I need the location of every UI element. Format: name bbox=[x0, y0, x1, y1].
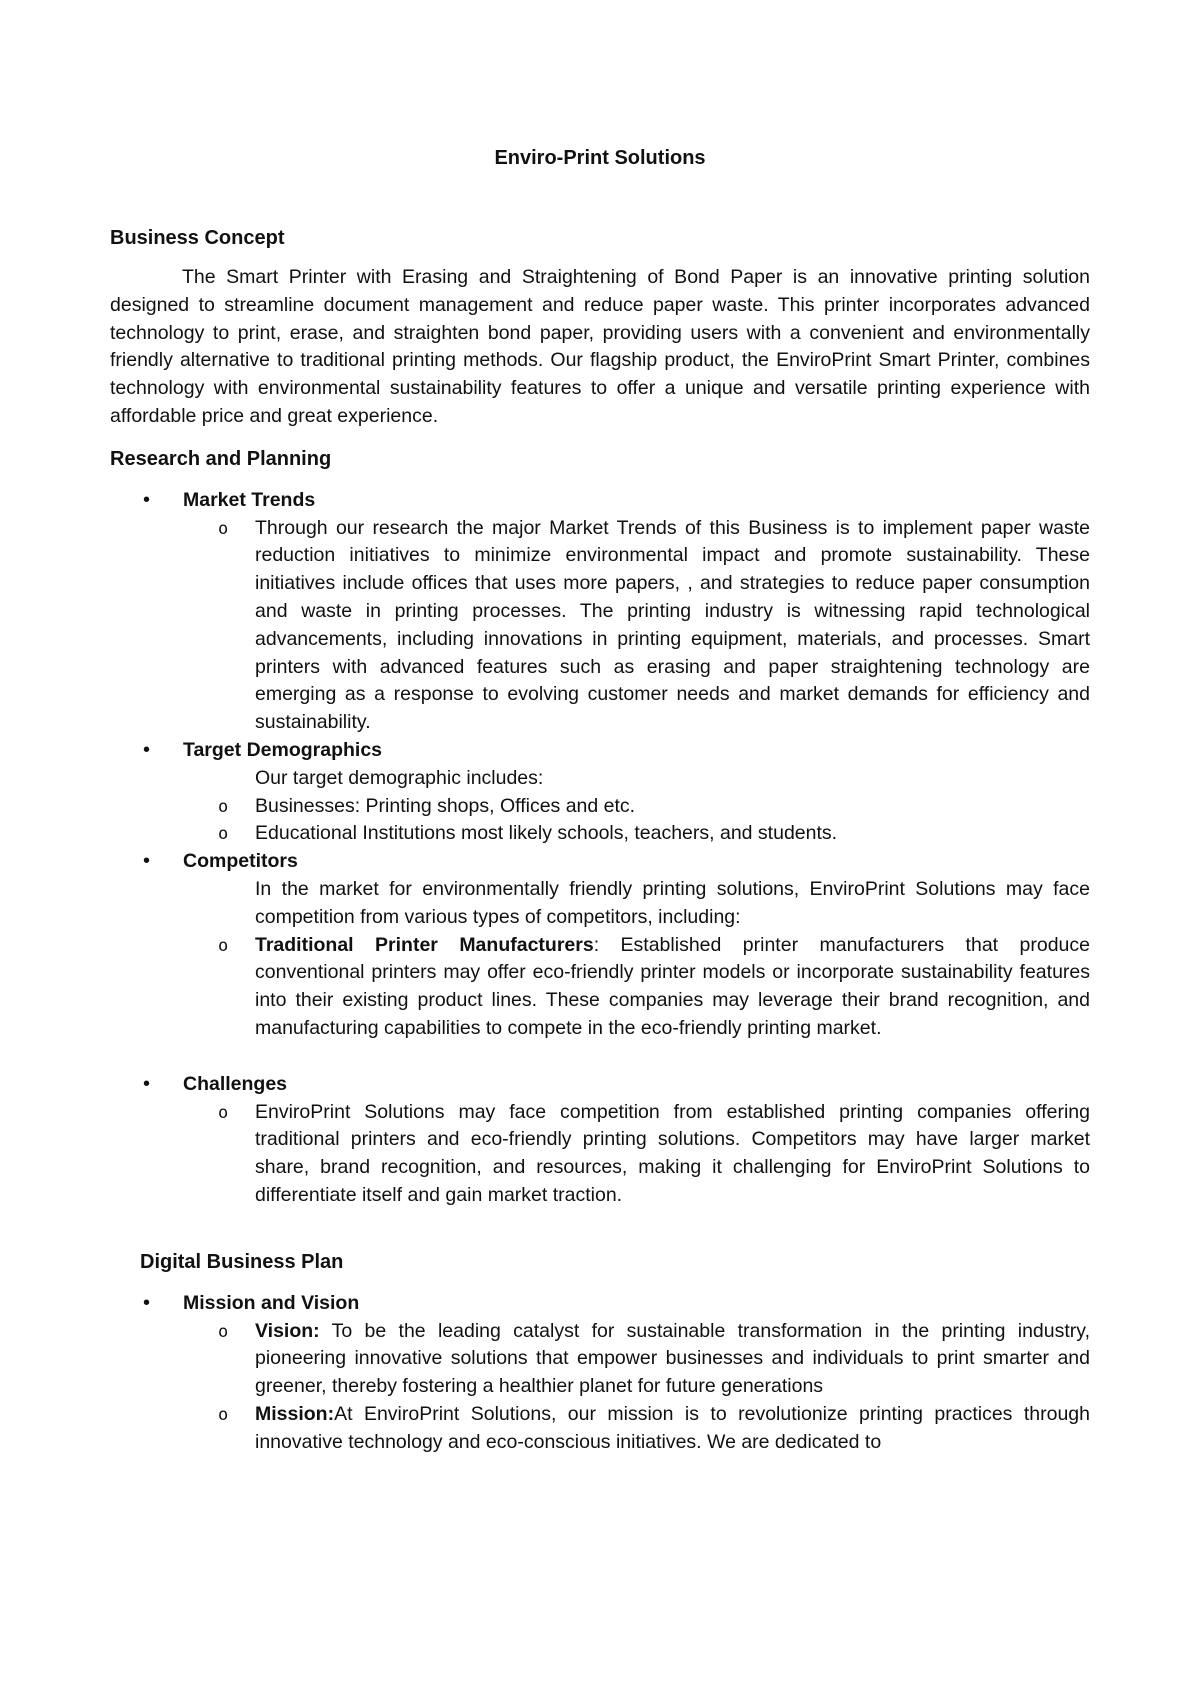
list-item-mission-vision bbox=[110, 1290, 1090, 1318]
demographic-text: Educational Institutions most likely schools, teachers, and students. bbox=[255, 822, 838, 845]
competitor-text: : Established printer manufacturers that produce conventional printers may offer eco-friendly printer models or incorporate sustainability features into their existing product lines. These companies may leverage their brand recognition, and manufacturing capabilities to compete in the eco-friendly printing market. bbox=[255, 933, 1090, 1039]
heading-research-planning: Research and Planning bbox=[110, 447, 332, 470]
bullet-glyph: • bbox=[143, 1291, 151, 1314]
sub-bullet-glyph: o bbox=[218, 1321, 229, 1342]
target-demographics-intro: Our target demographic includes: bbox=[255, 766, 544, 789]
mission-vision-label: Mission and Vision bbox=[183, 1291, 360, 1314]
document-title: Enviro-Print Solutions bbox=[494, 147, 706, 169]
sub-bullet-glyph: o bbox=[218, 935, 229, 956]
sub-bullet-glyph: o bbox=[218, 796, 229, 817]
business-concept-paragraph: The Smart Printer with Erasing and Straightening of Bond Paper is an innovative printing solution designed to streamline document management and reduce paper waste. This printer incorporates advanced technology to print, erase, and straighten bond paper, providing users with a convenient and environmentally friendly alternative to traditional printing methods. Our flagship product, the EnviroPrint Smart Printer, combines technology with environmental sustainability features to offer a unique and versatile printing experience with affordable price and great experience. bbox=[110, 266, 1090, 427]
sub-bullet-glyph: o bbox=[218, 1102, 229, 1123]
mission-text: At EnviroPrint Solutions, our mission is to revolutionize printing practices through innovative technology and eco-conscious initiatives. We are dedicated to bbox=[255, 1402, 1090, 1453]
spacer bbox=[110, 1043, 1090, 1071]
demographic-text: Businesses: Printing shops, Offices and etc. bbox=[255, 794, 636, 817]
sub-item-vision bbox=[110, 1318, 1090, 1401]
sub-bullet-glyph: o bbox=[218, 518, 229, 539]
target-demographics-label: Target Demographics bbox=[183, 738, 383, 761]
list-item-target-demographics bbox=[110, 737, 1090, 765]
vision-label: Vision: bbox=[255, 1319, 320, 1342]
challenges-label: Challenges bbox=[183, 1072, 288, 1095]
sub-item-mission bbox=[110, 1401, 1090, 1457]
bullet-glyph: • bbox=[143, 738, 151, 761]
bullet-glyph: • bbox=[143, 488, 151, 511]
list-item-challenges bbox=[110, 1071, 1090, 1099]
competitor-label: Traditional Printer Manufacturers bbox=[255, 933, 594, 956]
market-trends-label: Market Trends bbox=[183, 488, 316, 511]
list-item-market-trends bbox=[110, 487, 1090, 515]
sub-item-demographic bbox=[110, 820, 1090, 848]
sub-item-market-trends bbox=[110, 515, 1090, 737]
bullet-glyph: • bbox=[143, 850, 151, 873]
competitors-label: Competitors bbox=[183, 850, 298, 873]
mission-label: Mission: bbox=[255, 1402, 335, 1425]
challenges-text: EnviroPrint Solutions may face competition from established printing companies offering traditional printers and eco-friendly printing solutions. Competitors may have larger market share, brand recognition, and resources, making it challenging for EnviroPrint Solutions to differentiate itself and gain market traction. bbox=[255, 1100, 1090, 1206]
spacer bbox=[110, 1210, 1090, 1248]
vision-text: To be the leading catalyst for sustainable transformation in the printing industry, pioneering innovative solutions that empower businesses and individuals to print smarter and greener, thereby fostering a healthier planet for future generations bbox=[255, 1319, 1090, 1398]
sub-bullet-glyph: o bbox=[218, 1404, 229, 1425]
heading-business-concept: Business Concept bbox=[110, 227, 285, 249]
bullet-glyph: • bbox=[143, 1072, 151, 1095]
list-item-competitors bbox=[110, 848, 1090, 876]
competitors-intro: In the market for environmentally friendly printing solutions, EnviroPrint Solutions may face competition from various types of competitors, including: bbox=[255, 877, 1090, 928]
sub-item-demographic bbox=[110, 793, 1090, 821]
sub-item-competitor bbox=[110, 932, 1090, 1043]
market-trends-text: Through our research the major Market Trends of this Business is to implement paper waste reduction initiatives to minimize environmental impact and promote sustainability. These initiatives include offices that uses more papers, , and strategies to reduce paper consumption and waste in printing processes. The printing industry is witnessing rapid technological advancements, including innovations in printing equipment, materials, and processes. Smart printers with advanced features such as erasing and paper straightening technology are emerging as a response to evolving customer needs and market demands for efficiency and sustainability. bbox=[255, 516, 1090, 734]
sub-bullet-glyph: o bbox=[218, 824, 229, 845]
heading-digital-business-plan: Digital Business Plan bbox=[140, 1250, 344, 1273]
sub-item-challenges bbox=[110, 1099, 1090, 1210]
